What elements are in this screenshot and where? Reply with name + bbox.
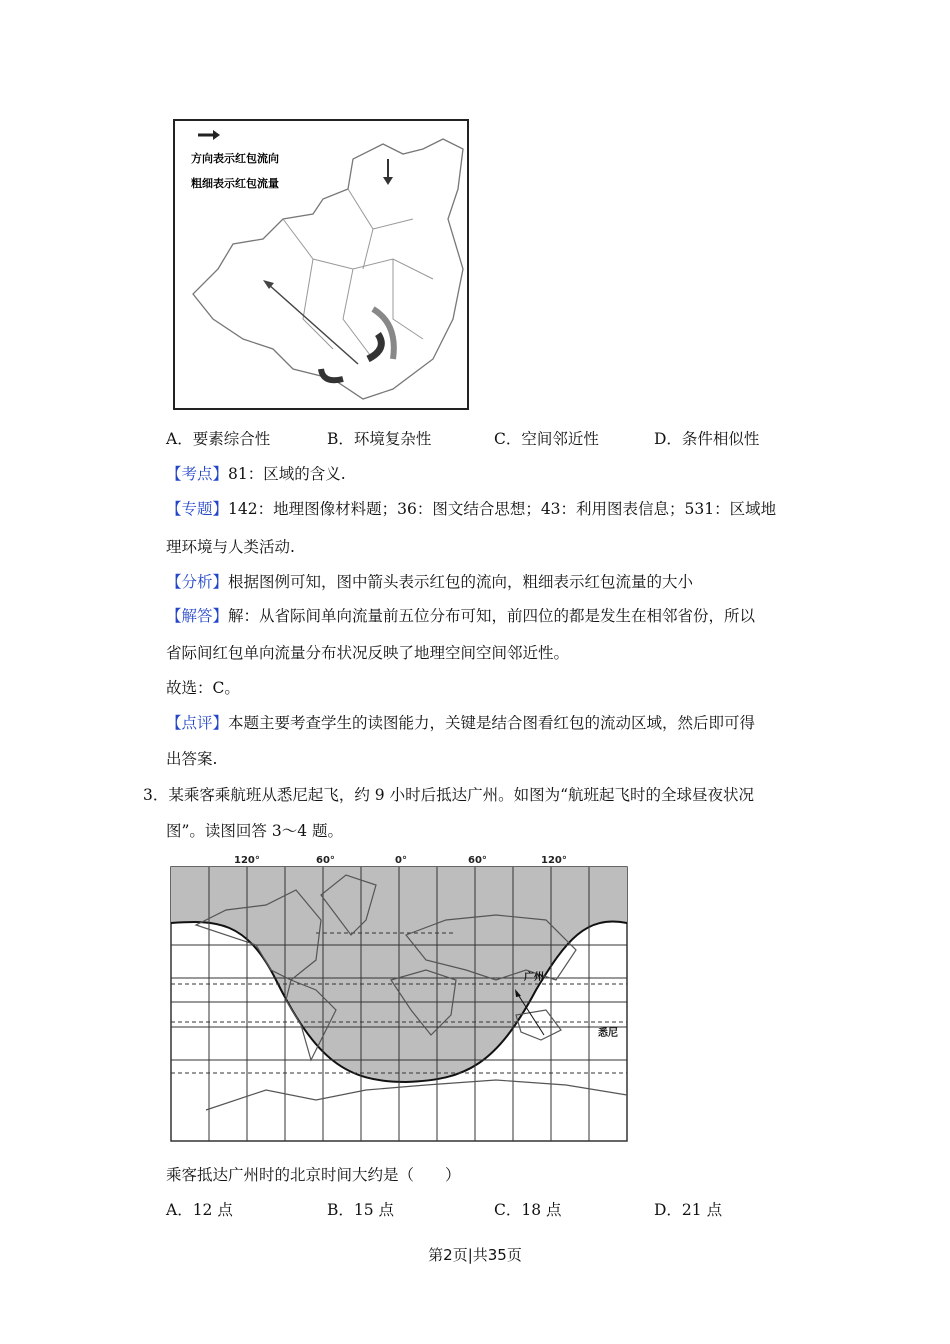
legend-direction: 方向表示红包流向: [191, 152, 279, 165]
jieda-text: 解：从省际间单向流量前五位分布可知，前四位的都是发生在相邻省份，所以: [228, 607, 756, 625]
question-number: 3．: [143, 786, 169, 804]
q2-option-a: A．要素综合性: [166, 430, 271, 448]
lon-label-60w: 60°: [316, 855, 335, 866]
q3-option-d: D．21 点: [654, 1201, 723, 1219]
zhuanti-line-2: 理环境与人类活动.: [166, 538, 295, 556]
q3-option-c: C．18 点: [494, 1201, 562, 1219]
day-night-world-map: [166, 850, 636, 1146]
fenxi-text: 根据图例可知，图中箭头表示红包的流向，粗细表示红包流量的大小: [228, 573, 694, 591]
zhuanti-tag: 【专题】: [166, 500, 229, 518]
question-3-line-2: 图”。读图回答 3～4 题。: [166, 822, 344, 840]
page-footer: 第2页|共35页: [428, 1246, 522, 1264]
q2-option-b: B．环境复杂性: [327, 430, 432, 448]
q2-option-d: D．条件相似性: [654, 430, 760, 448]
zhuanti-line: [166, 497, 776, 519]
kaodian-text: 81：区域的含义.: [228, 465, 346, 483]
fenxi-tag: 【分析】: [166, 573, 229, 591]
lon-label-120w: 120°: [234, 855, 260, 866]
question-prompt: 乘客抵达广州时的北京时间大约是（ ）: [166, 1166, 461, 1184]
dianping-line: [166, 711, 755, 733]
dianping-line-2: 出答案.: [166, 750, 218, 768]
dianping-text: 本题主要考查学生的读图能力，关键是结合图看红包的流动区域，然后即可得: [228, 714, 756, 732]
q3-option-a: A．12 点: [166, 1201, 233, 1219]
jieda-line: [166, 604, 755, 626]
city-label-sydney: 悉尼: [598, 1028, 618, 1039]
dianping-tag: 【点评】: [166, 714, 229, 732]
answer-line: 故选：C。: [166, 679, 240, 697]
city-label-guangzhou: 广州: [524, 972, 544, 983]
legend-thickness: 粗细表示红包流量: [191, 177, 279, 190]
kaodian-tag: 【考点】: [166, 465, 229, 483]
q2-option-c: C．空间邻近性: [494, 430, 599, 448]
question-3: [143, 783, 754, 805]
lon-label-60e: 60°: [468, 855, 487, 866]
red-envelope-flow-map: [173, 119, 470, 411]
question-text: 某乘客乘航班从悉尼起飞，约 9 小时后抵达广州。如图为“航班起飞时的全球昼夜状况: [168, 786, 755, 804]
kaodian-line: [166, 462, 346, 484]
jieda-tag: 【解答】: [166, 607, 229, 625]
lon-label-120e: 120°: [541, 855, 567, 866]
lon-label-0: 0°: [395, 855, 407, 866]
jieda-line-2: 省际间红包单向流量分布状况反映了地理空间空间邻近性。: [166, 644, 570, 662]
q3-option-b: B．15 点: [327, 1201, 395, 1219]
fenxi-line: [166, 570, 693, 592]
zhuanti-text: 142：地理图像材料题；36：图文结合思想；43：利用图表信息；531：区域地: [228, 500, 777, 518]
